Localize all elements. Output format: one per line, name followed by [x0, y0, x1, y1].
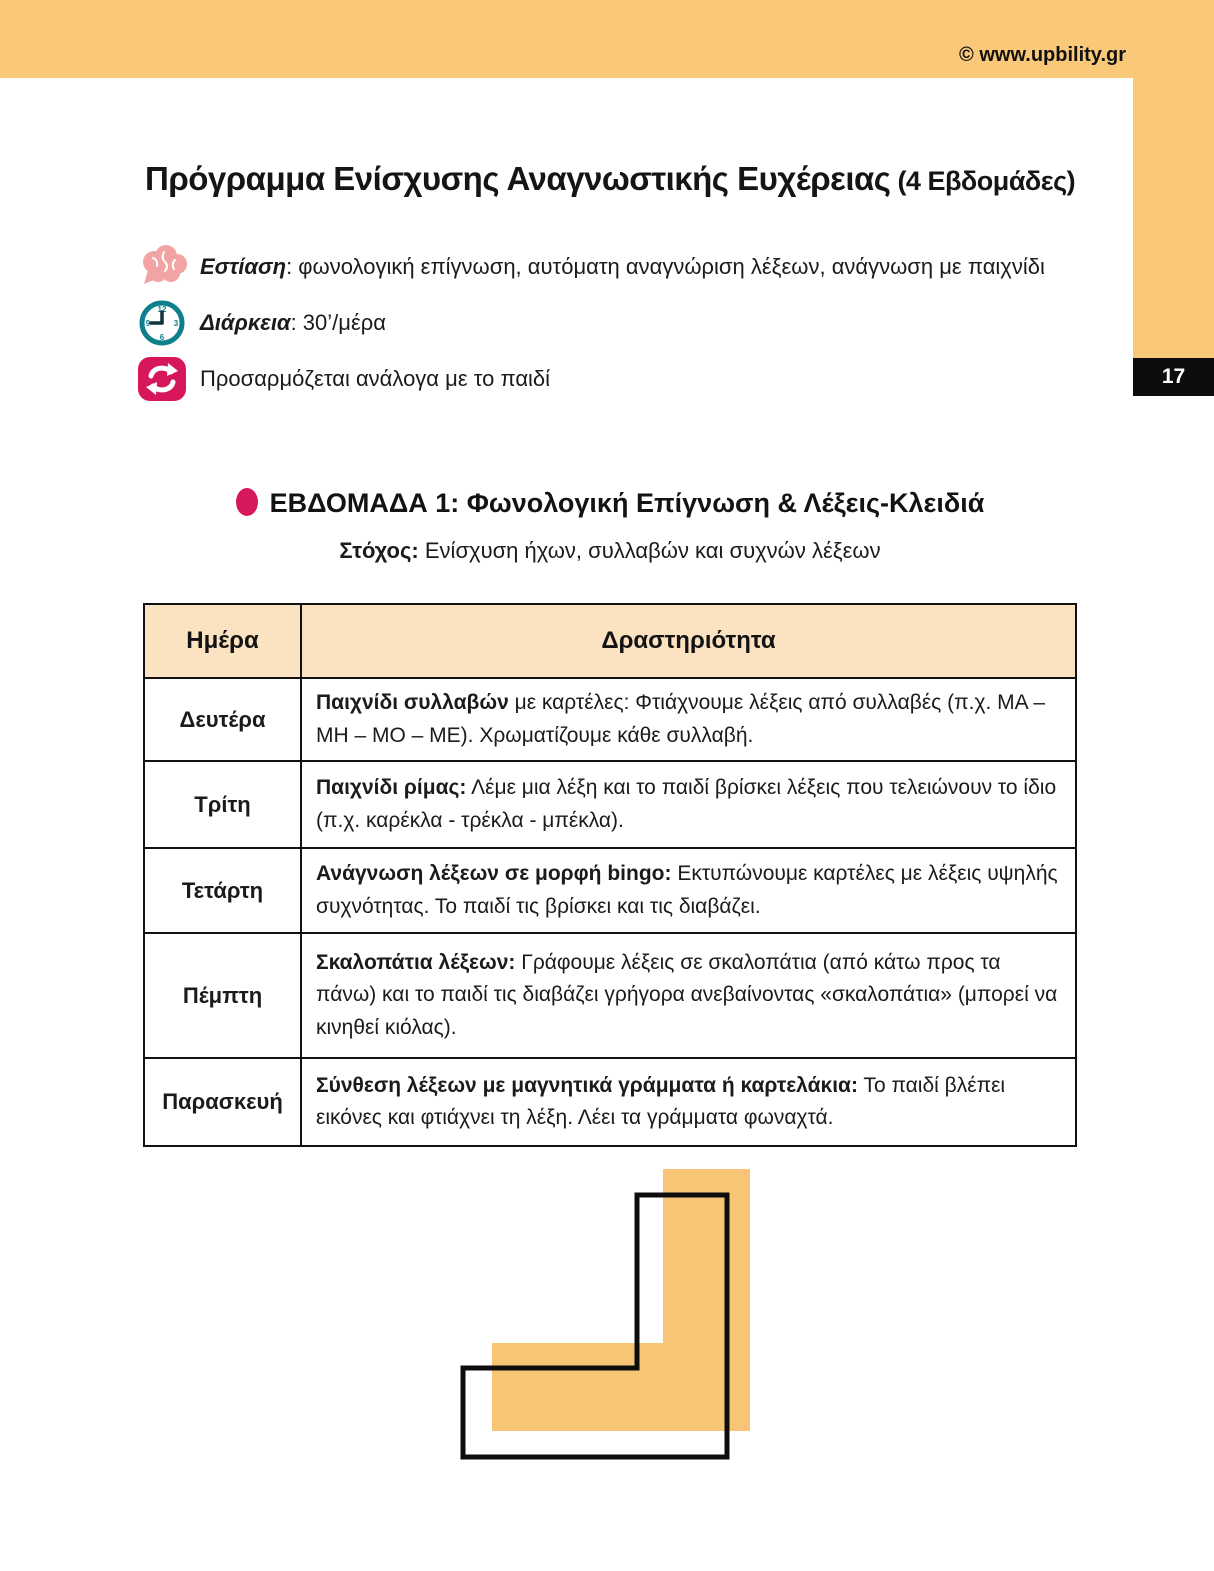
feature-duration: [138, 296, 1098, 350]
feature-focus-body: : φωνολογική επίγνωση, αυτόματη αναγνώριση λέξεων, ανάγνωση με παιχνίδι: [286, 254, 1045, 279]
activity-lead: Σύνθεση λέξεων με μαγνητικά γράμματα ή καρτελάκια:: [316, 1073, 858, 1097]
feature-focus: [138, 240, 1098, 294]
activity-lead: Παιχνίδι ρίμας:: [316, 776, 467, 800]
bullet-icon: [236, 488, 258, 516]
clock-number-6: 6: [159, 333, 165, 342]
weekly-schedule-table: [143, 603, 1077, 1147]
activity-cell: [301, 678, 1076, 761]
activity-cell: [301, 848, 1076, 933]
table-row: [144, 761, 1076, 848]
clock-number-9: 9: [145, 319, 151, 328]
week-subtitle: [143, 538, 1077, 564]
feature-duration-body: : 30’/μέρα: [290, 310, 386, 335]
table-header-row: [144, 604, 1076, 678]
feature-focus-label: Εστίαση: [200, 254, 287, 279]
feature-adaptable: [138, 352, 1098, 406]
day-cell: Πέμπτη: [144, 933, 301, 1058]
activity-rest: Γράφουμε λέξεις σε σκαλοπάτια (από κάτω προς τα πάνω) και το παιδί τις διαβάζει γρήγορα ανεβαίνοντας «σκαλοπάτια» (μπορεί να κινηθεί κιόλας).: [316, 950, 1058, 1039]
brain-icon: [138, 244, 200, 290]
header-day: Ημέρα: [144, 604, 301, 678]
table-row: [144, 678, 1076, 761]
activity-rest: Το παιδί βλέπει εικόνες και φτιάχνει τη λέξη. Λέει τα γράμματα φωναχτά.: [316, 1073, 1006, 1130]
feature-duration-label: Διάρκεια: [200, 310, 291, 335]
activity-cell: [301, 1058, 1076, 1146]
clock-icon: [138, 299, 200, 347]
feature-adaptable-body: Προσαρμόζεται ανάλογα με το παιδί: [200, 366, 551, 391]
activity-cell: [301, 761, 1076, 848]
week-heading-text: ΕΒΔΟΜΑΔΑ 1: Φωνολογική Επίγνωση & Λέξεις-Κλειδιά: [269, 488, 985, 518]
sync-icon: [138, 357, 200, 401]
day-cell: Τετάρτη: [144, 848, 301, 933]
activity-rest: Εκτυπώνουμε καρτέλες με λέξεις υψηλής συχνότητας. Το παιδί τις βρίσκει και τις διαβάζει.: [316, 862, 1058, 918]
clock-number-12: 12: [157, 305, 167, 314]
feature-duration-text: [200, 310, 386, 336]
corner-l-shapes-decoration: [440, 1150, 780, 1480]
day-cell: Δευτέρα: [144, 678, 301, 761]
feature-adaptable-text: [200, 366, 550, 392]
page-number-badge: 17: [1133, 358, 1214, 396]
copyright-text: © www.upbility.gr: [959, 44, 1126, 66]
page-title-suffix: (4 Εβδομάδες): [890, 166, 1076, 196]
activity-lead: Σκαλοπάτια λέξεων:: [316, 950, 516, 974]
activity-lead: Παιχνίδι συλλαβών: [316, 691, 509, 714]
week-subtitle-lead: Στόχος:: [339, 538, 419, 563]
table-row: [144, 848, 1076, 933]
right-orange-strip: [1133, 78, 1214, 358]
header-activity: Δραστηριότητα: [301, 604, 1076, 678]
activity-cell: [301, 933, 1076, 1058]
table-row: [144, 933, 1076, 1058]
activity-rest: Λέμε μια λέξη και το παιδί βρίσκει λέξεις που τελειώνουν το ίδιο (π.χ. καρέκλα - τρέκλα - μπέκλα).: [316, 776, 1057, 832]
clock-number-3: 3: [173, 319, 179, 328]
day-cell: Τρίτη: [144, 761, 301, 848]
week-subtitle-rest: Ενίσχυση ήχων, συλλαβών και συχνών λέξεων: [418, 538, 881, 563]
day-cell: Παρασκευή: [144, 1058, 301, 1146]
activity-lead: Ανάγνωση λέξεων σε μορφή bingo:: [316, 862, 672, 886]
page-title: [145, 160, 1125, 198]
week-heading: [143, 488, 1077, 519]
activity-rest: με καρτέλες: Φτιάχνουμε λέξεις από συλλαβές (π.χ. ΜΑ – ΜΗ – ΜΟ – ΜΕ). Χρωματίζουμε κάθε συλλαβή.: [316, 691, 1045, 747]
table-row: [144, 1058, 1076, 1146]
feature-focus-text: [200, 254, 1045, 280]
page-title-main: Πρόγραμμα Ενίσχυσης Αναγνωστικής Ευχέρειας: [145, 160, 891, 197]
